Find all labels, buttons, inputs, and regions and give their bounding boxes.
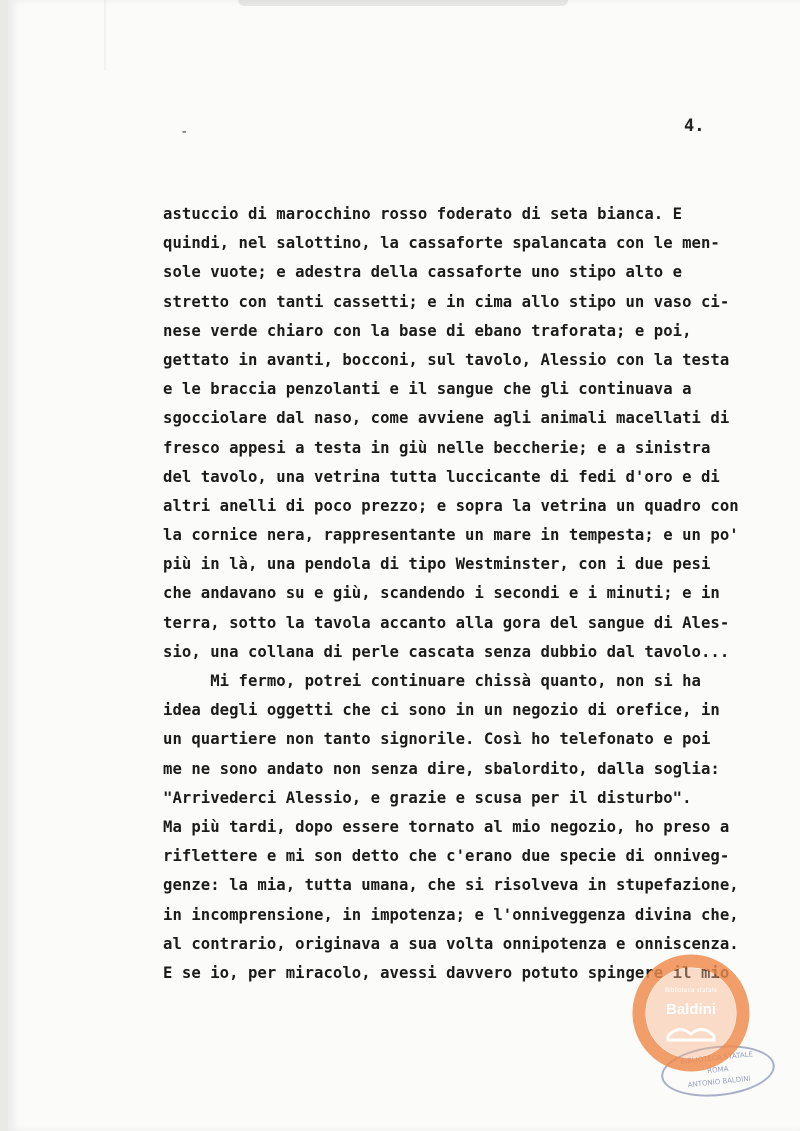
- text-line: idea degli oggetti che ci sono in un negozio di orefice, in: [163, 701, 720, 720]
- text-line: la cornice nera, rappresentante un mare in tempesta; e un po': [163, 526, 739, 545]
- text-line: sole vuote; e adestra della cassaforte uno stipo alto e: [163, 263, 683, 282]
- text-line: in incomprensione, in impotenza; e l'onniveggenza divina che,: [163, 905, 739, 924]
- paper-fold-shadow: [104, 0, 107, 70]
- text-line: un quartiere non tanto signorile. Così ho telefonato e poi: [163, 730, 711, 749]
- text-line: "Arrivederci Alessio, e grazie e scusa per il disturbo".: [163, 788, 692, 807]
- text-line: Mi fermo, potrei continuare chissà quanto, non si ha: [163, 672, 701, 690]
- text-line: genze: la mia, tutta umana, che si risolveva in stupefazione,: [163, 876, 739, 895]
- text-line: astuccio di marocchino rosso foderato di seta bianca. E: [163, 205, 683, 223]
- stamp-line: BIBLIOTECA STATALE: [679, 1050, 754, 1066]
- text-line: Ma più tardi, dopo essere tornato al mio negozio, ho preso a: [163, 817, 730, 836]
- document-page: [8, 0, 800, 1131]
- text-line: terra, sotto la tavola accanto alla gora del sangue di Ales-: [163, 613, 730, 632]
- text-line: sio, una collana di perle cascata senza dubbio dal tavolo...: [163, 642, 730, 661]
- typewritten-text: [163, 200, 763, 988]
- text-line: al contrario, originava a sua volta onnipotenza e onniscenza.: [163, 934, 739, 953]
- text-line: quindi, nel salottino, la cassaforte spalancata con le men-: [163, 234, 720, 253]
- stamp-line: ANTONIO BALDINI: [687, 1074, 751, 1090]
- baldini-logo: [632, 954, 750, 1072]
- margin-dash: -: [180, 124, 189, 140]
- text-line: altri anelli di poco prezzo; e sopra la vetrina un quadro con: [163, 496, 739, 515]
- text-line: nese verde chiaro con la base di ebano traforata; e poi,: [163, 321, 692, 340]
- text-line: E se io, per miracolo, avessi davvero potuto spingere il mio: [163, 963, 730, 982]
- page-number: 4.: [684, 116, 705, 136]
- text-line: gettato in avanti, bocconi, sul tavolo, Alessio con la testa: [163, 350, 730, 369]
- logo-small-text: Biblioteca statale: [664, 987, 718, 994]
- paper-edge-smudge: [238, 0, 568, 6]
- text-line: stretto con tanti cassetti; e in cima allo stipo un vaso ci-: [163, 292, 730, 311]
- text-line: fresco appesi a testa in giù nelle beccherie; e a sinistra: [163, 438, 711, 457]
- text-line: sgocciolare dal naso, come avviene agli animali macellati di: [163, 409, 730, 428]
- text-line: riflettere e mi son detto che c'erano due specie di onniveg-: [163, 847, 730, 866]
- text-line: me ne sono andato non senza dire, sbalordito, dalla soglia:: [163, 759, 720, 778]
- text-line: più in là, una pendola di tipo Westminster, con i due pesi: [163, 555, 711, 574]
- logo-text: Baldini: [665, 1001, 717, 1018]
- text-line: e le braccia penzolanti e il sangue che gli continuava a: [163, 380, 692, 399]
- text-line: del tavolo, una vetrina tutta luccicante di fedi d'oro e di: [163, 467, 720, 486]
- text-line: che andavano su e giù, scandendo i secondi e i minuti; e in: [163, 584, 720, 603]
- stamp-line: ROMA: [706, 1064, 729, 1076]
